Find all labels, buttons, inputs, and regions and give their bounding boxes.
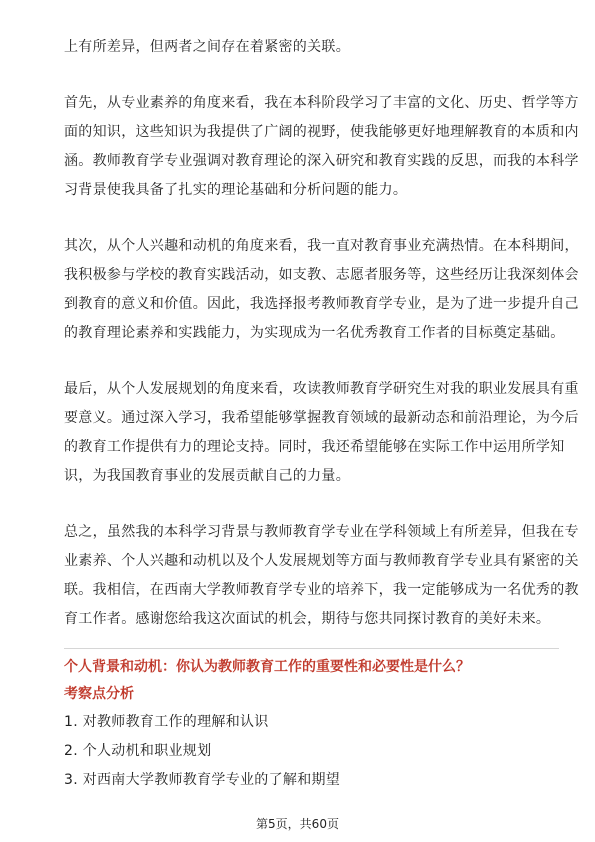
paragraph-line: 总之，虽然我的本科学习背景与教师教育学专业在学科领域上有所差异，但我在专 [64,524,579,540]
question-heading: 个人背景和动机：你认为教师教育工作的重要性和必要性是什么？ [64,659,470,675]
paragraph-line: 联。我相信，在西南大学教师教育学专业的培养下，我一定能够成为一名优秀的教 [64,582,579,598]
paragraph-line: 最后，从个人发展规划的角度来看，攻读教师教育学研究生对我的职业发展具有重 [64,381,579,397]
paragraph-line: 的教育理论素养和实践能力，为实现成为一名优秀教育工作者的目标奠定基础。 [64,325,565,341]
section-divider [64,648,559,649]
paragraph-line: 我积极参与学校的教育实践活动，如支教、志愿者服务等，这些经历让我深刻体会 [64,267,579,283]
paragraph-line: 涵。教师教育学专业强调对教育理论的深入研究和教育实践的反思，而我的本科学 [64,153,579,169]
analysis-list-item: 1. 对教师教育工作的理解和认识 [64,714,269,730]
analysis-list-item: 2. 个人动机和职业规划 [64,743,212,759]
analysis-list-item: 3. 对西南大学教师教育学专业的了解和期望 [64,772,341,788]
paragraph-line: 其次，从个人兴趣和动机的角度来看，我一直对教育事业充满热情。在本科期间， [64,238,579,254]
paragraph-line: 业素养、个人兴趣和动机以及个人发展规划等方面与教师教育学专业具有紧密的关 [64,553,579,569]
analysis-heading: 考察点分析 [64,686,134,702]
paragraph-line: 上有所差异，但两者之间存在着紧密的关联。 [64,39,350,55]
paragraph-line: 习背景使我具备了扎实的理论基础和分析问题的能力。 [64,182,408,198]
paragraph-line: 识，为我国教育事业的发展贡献自己的力量。 [64,468,350,484]
paragraph-line: 首先，从专业素养的角度来看，我在本科阶段学习了丰富的文化、历史、哲学等方 [64,95,579,111]
paragraph-line: 面的知识，这些知识为我提供了广阔的视野，使我能够更好地理解教育的本质和内 [64,124,579,140]
paragraph-line: 要意义。通过深入学习，我希望能够掌握教育领域的最新动态和前沿理论，为今后 [64,410,579,426]
paragraph-line: 到教育的意义和价值。因此，我选择报考教师教育学专业，是为了进一步提升自己 [64,296,579,312]
paragraph-line: 的教育工作提供有力的理论支持。同时，我还希望能够在实际工作中运用所学知 [64,439,565,455]
paragraph-line: 育工作者。感谢您给我这次面试的机会，期待与您共同探讨教育的美好未来。 [64,611,551,627]
page-number: 第5页，共60页 [256,817,339,831]
